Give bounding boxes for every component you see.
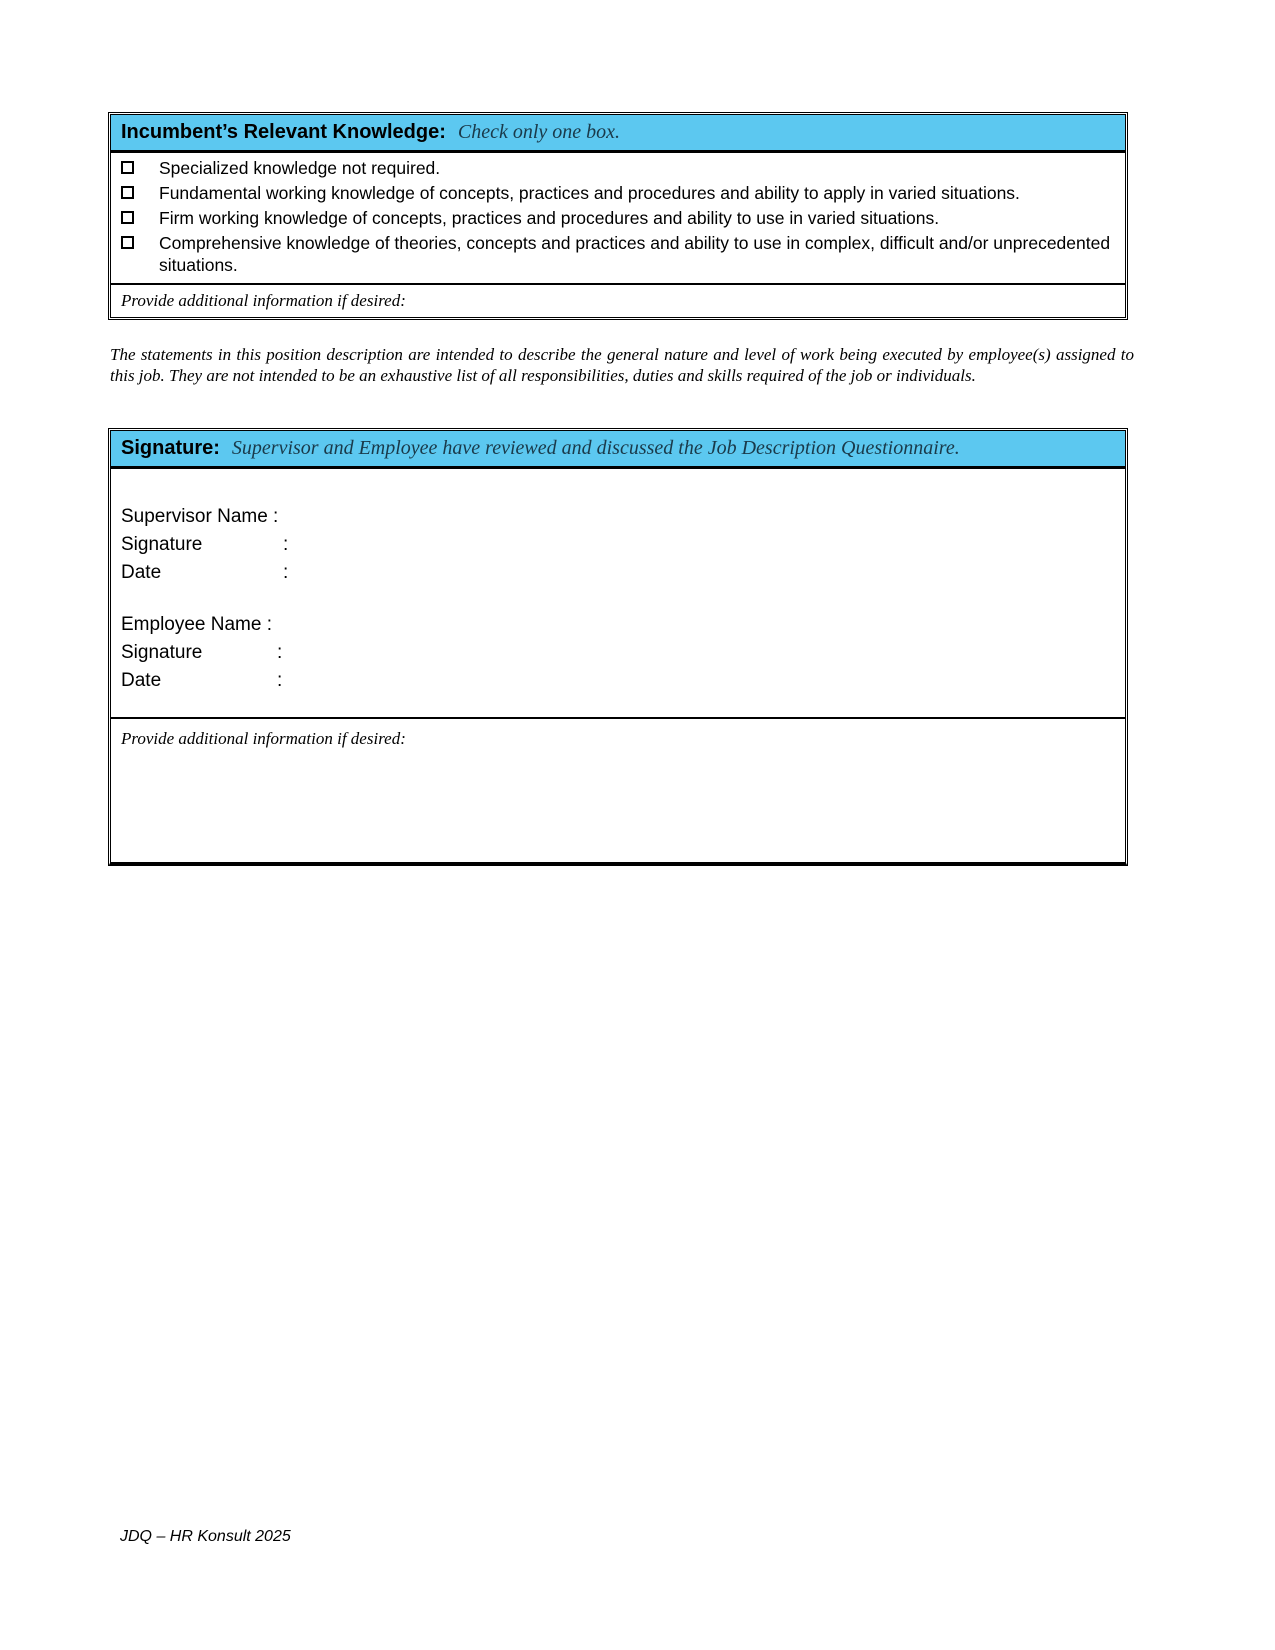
option-label: Firm working knowledge of concepts, practices and procedures and ability to use in varied situations. [159,208,940,228]
knowledge-options [111,153,1125,285]
knowledge-header [111,115,1125,153]
signature-header [111,431,1125,469]
colon: : [277,670,283,691]
colon: : [283,562,289,583]
colon: : [277,642,283,663]
option-label: Fundamental working knowledge of concepts, practices and procedures and ability to apply in varied situations. [159,183,1020,203]
knowledge-option [121,207,1115,229]
employee-date-row[interactable] [121,667,1115,695]
checkbox-3[interactable] [121,236,134,249]
employee-signature-label: Signature [121,642,203,663]
supervisor-name-label: Supervisor Name : [121,506,279,527]
supervisor-date-label: Date [121,562,162,583]
employee-block [121,611,1115,695]
signature-additional-info[interactable]: Provide additional information if desired: [121,729,406,748]
checkbox-0[interactable] [121,161,134,174]
employee-name-label: Employee Name : [121,614,273,635]
employee-signature-row[interactable] [121,639,1115,667]
disclaimer-text: The statements in this position description are intended to describe the general nature and level of work being executed by employee(s) assigned to this job. They are not intended to be an exhaustive list of all responsibilities, duties and skills required of the job or individuals. [110,345,1134,385]
knowledge-title: Incumbent’s Relevant Knowledge: [121,121,446,143]
supervisor-signature-row[interactable] [121,531,1115,559]
signature-body [111,469,1125,719]
knowledge-option [121,232,1115,276]
option-label: Comprehensive knowledge of theories, concepts and practices and ability to use in complex, difficult and/or unprecedented situations. [159,233,1111,275]
signature-note: Supervisor and Employee have reviewed and discussed the Job Description Questionnaire. [231,437,960,459]
checkbox-1[interactable] [121,186,134,199]
colon: : [283,534,289,555]
checkbox-2[interactable] [121,211,134,224]
page-footer: JDQ – HR Konsult 2025 [120,1528,291,1545]
knowledge-option [121,157,1115,179]
knowledge-note: Check only one box. [457,121,621,143]
supervisor-date-row[interactable] [121,559,1115,587]
signature-title: Signature: [121,437,220,459]
signature-section [108,428,1128,866]
supervisor-name-row[interactable] [121,503,1115,531]
employee-date-label: Date [121,670,162,691]
employee-name-row[interactable] [121,611,1115,639]
supervisor-signature-label: Signature [121,534,203,555]
supervisor-block [121,503,1115,587]
knowledge-additional-info[interactable]: Provide additional information if desired: [121,291,406,310]
knowledge-section [108,112,1128,320]
knowledge-option [121,182,1115,204]
option-label: Specialized knowledge not required. [159,158,441,178]
